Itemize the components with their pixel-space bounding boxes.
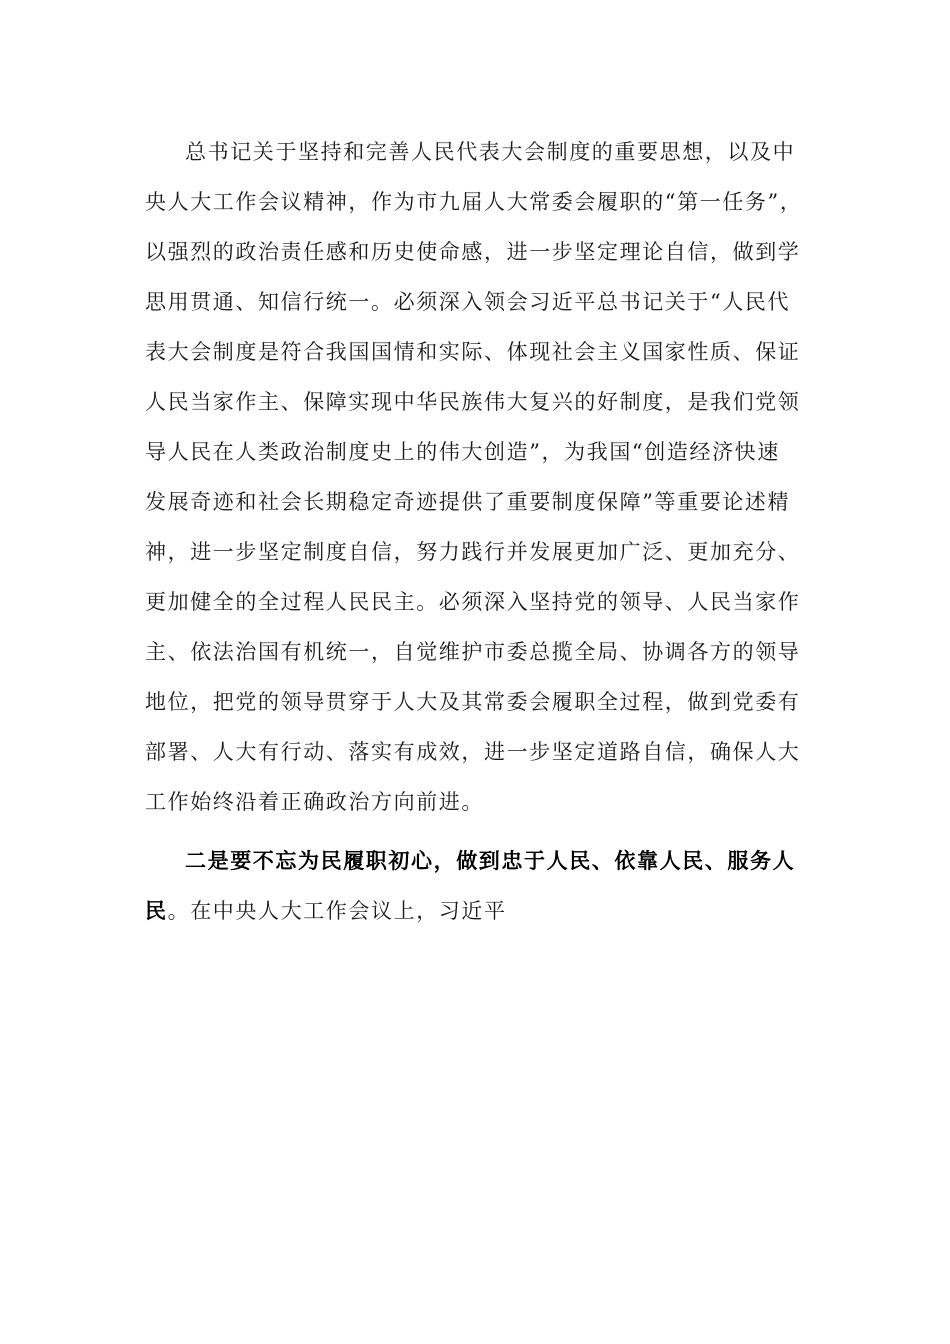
paragraph-line: 更加健全的全过程人民民主。必须深入坚持党的领导、人民当家作 <box>145 590 801 614</box>
paragraph-line: 思用贯通、知信行统一。必须深入领会习近平总书记关于“人民代 <box>145 290 791 314</box>
paragraph-line: 神，进一步坚定制度自信，努力践行并发展更加广泛、更加充分、 <box>145 540 801 564</box>
paragraph-line: 央人大工作会议精神，作为市九届人大常委会履职的“第一任务”， <box>145 190 803 214</box>
paragraph-line: 总书记关于坚持和完善人民代表大会制度的重要思想，以及中 <box>185 140 796 164</box>
paragraph-line: 工作始终沿着正确政治方向前进。 <box>145 790 484 814</box>
paragraph-text: 。在中央人大工作会议上，习近平 <box>167 899 507 923</box>
paragraph-line: 部署、人大有行动、落实有成效，进一步坚定道路自信，确保人大 <box>145 740 801 764</box>
paragraph-line: 地位，把党的领导贯穿于人大及其常委会履职全过程，做到党委有 <box>145 690 801 714</box>
paragraph-line: 发展奇迹和社会长期稳定奇迹提供了重要制度保障”等重要论述精 <box>145 490 791 514</box>
paragraph-line: 表大会制度是符合我国国情和实际、体现社会主义国家性质、保证 <box>145 340 801 364</box>
bold-heading-line: 二是要不忘为民履职初心，做到忠于人民、依靠人民、服务人 <box>185 848 796 873</box>
paragraph-line: 主、依法治国有机统一，自觉维护市委总揽全局、协调各方的领导 <box>145 640 801 664</box>
bold-heading-end: 民 <box>145 898 168 923</box>
paragraph-line <box>145 896 507 926</box>
paragraph-line: 以强烈的政治责任感和历史使命感，进一步坚定理论自信，做到学 <box>145 240 801 264</box>
paragraph-line: 导人民在人类政治制度史上的伟大创造”，为我国“创造经济快速 <box>145 440 780 464</box>
paragraph-line: 人民当家作主、保障实现中华民族伟大复兴的好制度，是我们党领 <box>145 390 801 414</box>
